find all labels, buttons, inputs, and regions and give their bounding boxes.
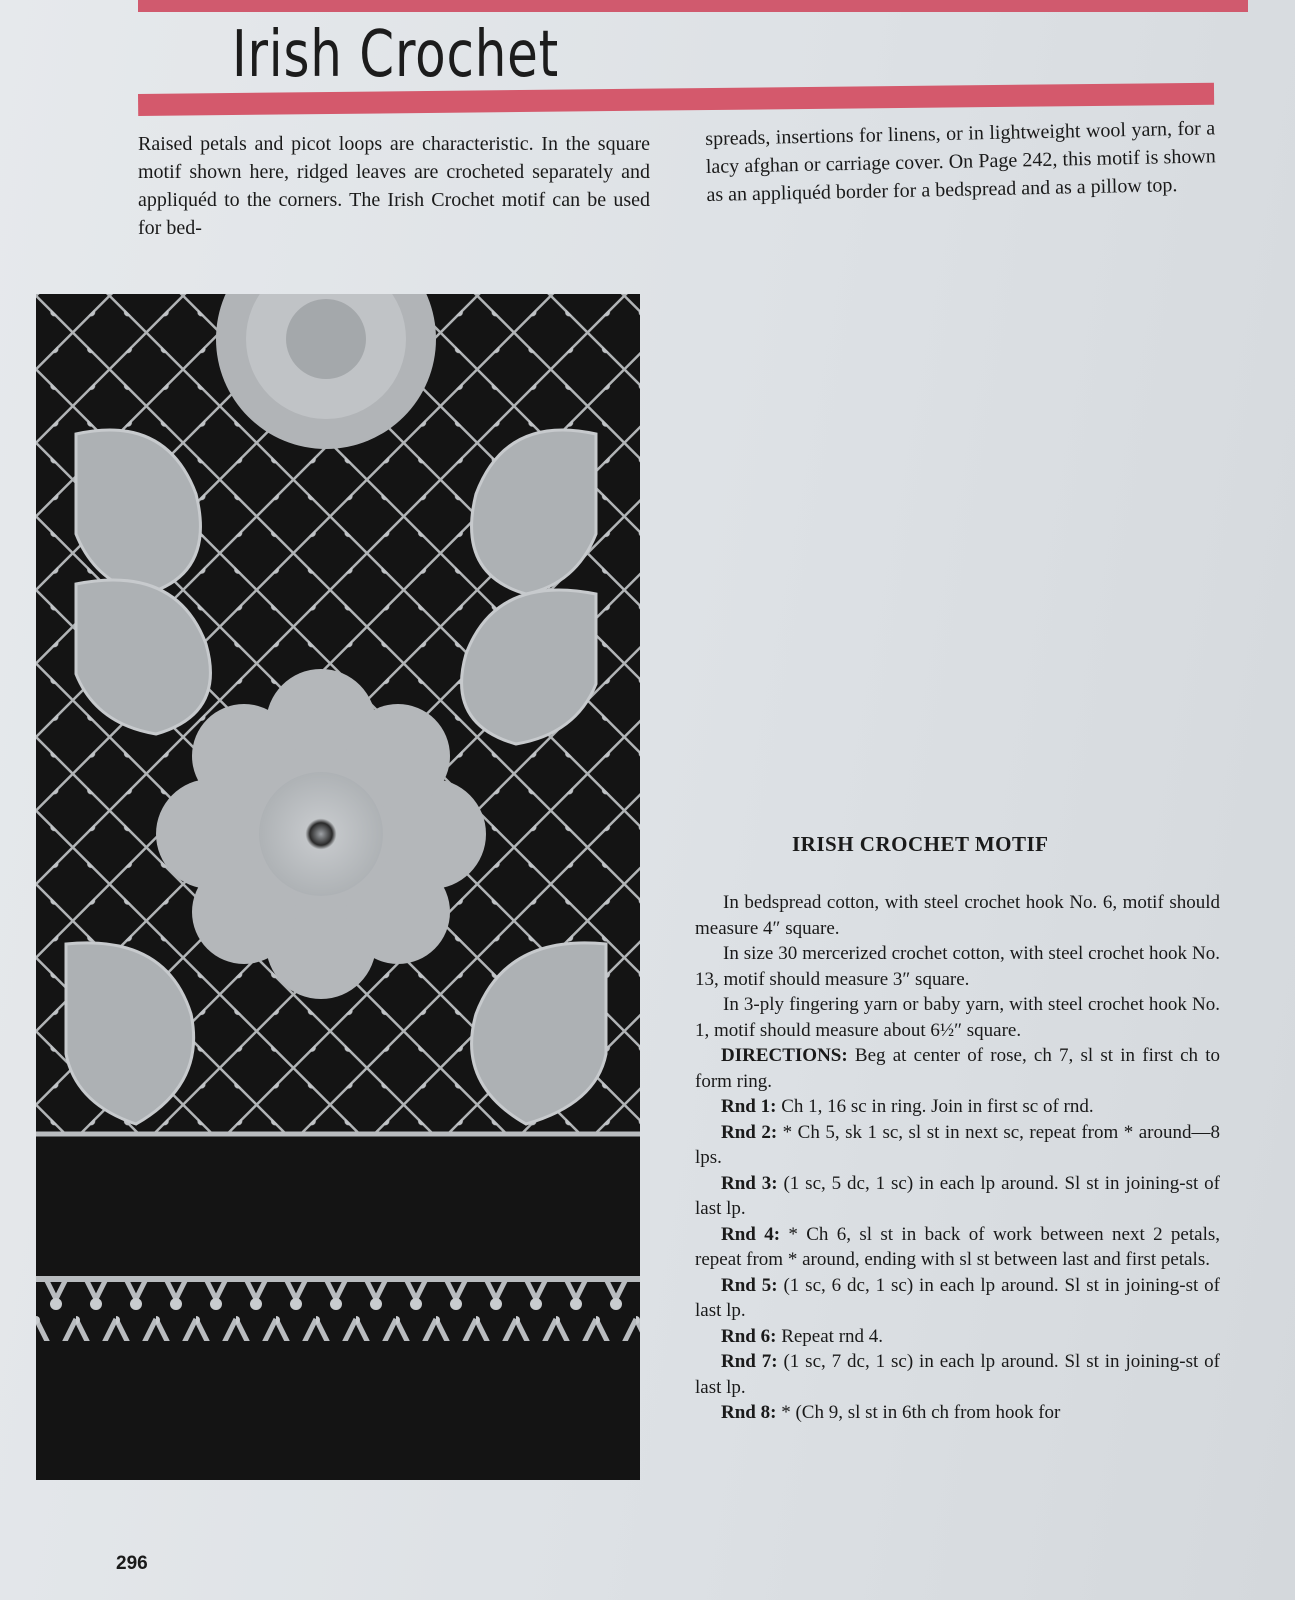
instruction-paragraph: Rnd 3: (1 sc, 5 dc, 1 sc) in each lp around. Sl st in joining-st of last lp. bbox=[695, 1172, 1220, 1219]
crochet-lace-illustration bbox=[36, 294, 640, 1480]
gauge-paragraph: In 3-ply fingering yarn or baby yarn, with steel crochet hook No. 1, motif should measure about 6½″ square. bbox=[695, 994, 1220, 1041]
instruction-paragraph: Rnd 2: * Ch 5, sk 1 sc, sl st in next sc, repeat from * around—8 lps. bbox=[695, 1121, 1221, 1168]
gauge-paragraph: In bedspread cotton, with steel crochet hook No. 6, motif should measure 4″ square. bbox=[695, 892, 1220, 939]
crochet-motif-photo bbox=[36, 294, 640, 1480]
directions-text bbox=[695, 890, 1220, 1426]
gauge-paragraph: In size 30 mercerized crochet cotton, with steel crochet hook No. 13, motif should measure 3″ square. bbox=[695, 943, 1220, 990]
instruction-paragraph: Rnd 6: Repeat rnd 4. bbox=[721, 1325, 884, 1347]
instruction-paragraph: Rnd 4: * Ch 6, sl st in back of work between next 2 petals, repeat from * around, ending with sl st between last and first petals. bbox=[695, 1223, 1220, 1270]
instruction-paragraph: Rnd 8: * (Ch 9, sl st in 6th ch from hook for bbox=[721, 1402, 1061, 1423]
instruction-paragraph: DIRECTIONS: Beg at center of rose, ch 7, sl st in first ch to form ring. bbox=[695, 1045, 1220, 1092]
intro-paragraph-right: spreads, insertions for linens, or in lightweight wool yarn, for a lacy afghan or carriage cover. On Page 242, this motif is shown as an appliquéd border for a bedspread and as a pillow top. bbox=[705, 117, 1216, 206]
instruction-paragraph: Rnd 7: (1 sc, 7 dc, 1 sc) in each lp around. Sl st in joining-st of last lp. bbox=[695, 1351, 1220, 1398]
instruction-paragraph: Rnd 5: (1 sc, 6 dc, 1 sc) in each lp around. Sl st in joining-st of last lp. bbox=[695, 1274, 1220, 1321]
page-title: Irish Crochet bbox=[232, 18, 559, 92]
section-heading: IRISH CROCHET MOTIF bbox=[792, 832, 1049, 856]
instruction-paragraph: Rnd 1: Ch 1, 16 sc in ring. Join in first sc of rnd. bbox=[721, 1096, 1094, 1117]
intro-paragraph-left: Raised petals and picot loops are characteristic. In the square motif shown here, ridged leaves are crocheted separately and appliquéd to the corners. The Irish Crochet motif can be used for bed- bbox=[138, 133, 650, 239]
page-number: 296 bbox=[116, 1553, 148, 1574]
top-accent-bar bbox=[138, 0, 1248, 12]
